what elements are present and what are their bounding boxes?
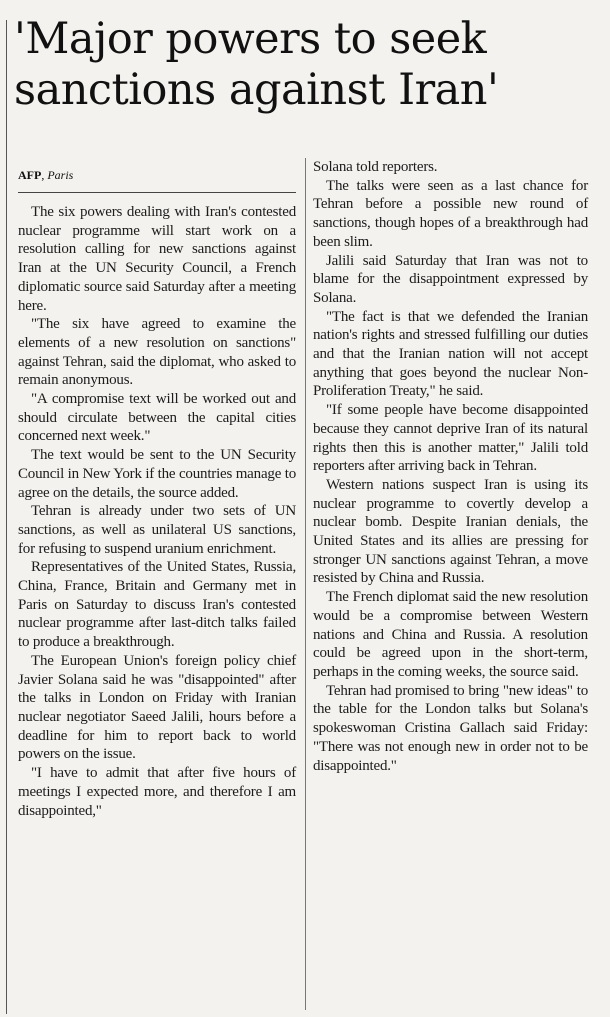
left-margin-rule bbox=[6, 20, 7, 1014]
paragraph-continuation: Solana told reporters. bbox=[313, 159, 438, 175]
paragraph: Jalili said Saturday that Iran was not to blame for the disappointment expressed by Solana. bbox=[313, 252, 588, 306]
article-column-left bbox=[18, 203, 296, 820]
paragraph: Western nations suspect Iran is using its nuclear programme to covertly develop a nuclear bomb. Despite Iranian denials, the United States and its allies are pressing for stronger UN sanctions against Tehran, a move resisted by China and Russia. bbox=[313, 476, 588, 587]
headline bbox=[14, 14, 606, 116]
headline-line-2: sanctions against Iran' bbox=[14, 65, 499, 115]
byline-separator: , bbox=[41, 168, 48, 182]
byline-place: Paris bbox=[47, 168, 74, 182]
paragraph: The European Union's foreign policy chief Javier Solana said he was "disappointed" after the talks in London on Friday with Iranian nuclear negotiator Saeed Jalili, hours before a deadline for him to report back to world powers on the issue. bbox=[18, 652, 296, 763]
byline-divider bbox=[18, 192, 296, 193]
column-divider bbox=[305, 158, 306, 1010]
paragraph: Tehran had promised to bring "new ideas" to the table for the London talks but Solana's spokeswoman Cristina Gallach said Friday: "There was not enough new in order not to be disappointed." bbox=[313, 682, 588, 774]
paragraph: Representatives of the United States, Russia, China, France, Britain and Germany met in Paris on Saturday to discuss Iran's contested nuclear programme after last-ditch talks failed to produce a breakthrough. bbox=[18, 559, 296, 651]
headline-line-1: 'Major powers to seek bbox=[14, 14, 487, 64]
byline bbox=[18, 168, 73, 183]
paragraph: The text would be sent to the UN Security Council in New York if the countries manage to agree on the details, the source added. bbox=[18, 447, 296, 501]
byline-agency: AFP bbox=[18, 168, 42, 182]
paragraph: Tehran is already under two sets of UN sanctions, as well as unilateral US sanctions, for refusing to suspend uranium enrichment. bbox=[18, 503, 296, 557]
paragraph: "I have to admit that after five hours of meetings I expected more, and therefore I am disappointed," bbox=[18, 765, 296, 819]
paragraph: "The six have agreed to examine the elements of a new resolution on sanctions" against Tehran, said the diplomat, who asked to remain anonymous. bbox=[18, 316, 296, 389]
paragraph: "If some people have become disappointed because they cannot deprive Iran of its natural rights then this is another matter," Jalili told reporters after arriving back in Tehran. bbox=[313, 402, 588, 475]
paragraph: "A compromise text will be worked out and should circulate between the capital cities concerned next week." bbox=[18, 391, 296, 445]
paragraph: The six powers dealing with Iran's contested nuclear programme will start work on a resolution calling for new sanctions against Iran at the UN Security Council, a French diplomatic source said Saturday after a meeting here. bbox=[18, 204, 296, 314]
paragraph: The talks were seen as a last chance for Tehran before a possible new round of sanctions, though hopes of a breakthrough had been slim. bbox=[313, 177, 588, 250]
paragraph: "The fact is that we defended the Iranian nation's rights and stressed fulfilling our duties and that the Iranian nation will not accept anything that goes beyond the nuclear Non-Proliferation Treaty," he said. bbox=[313, 308, 588, 400]
article-column-right bbox=[313, 158, 588, 775]
paragraph: The French diplomat said the new resolution would be a compromise between Western nations and China and Russia. A resolution could be agreed upon in the short-term, perhaps in the coming weeks, the source said. bbox=[313, 589, 588, 680]
